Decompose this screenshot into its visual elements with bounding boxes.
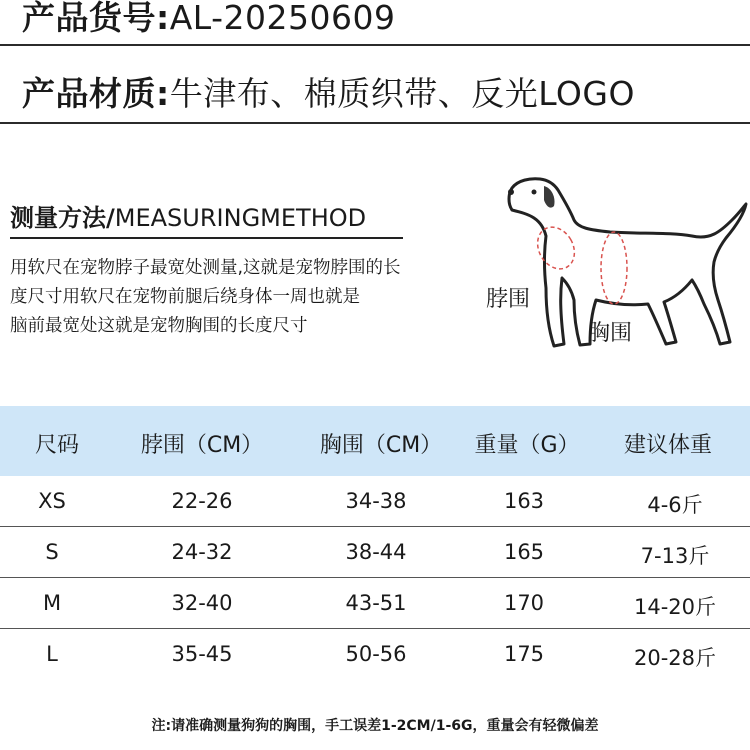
measure-description (10, 254, 460, 341)
dog-nose (508, 189, 514, 195)
header-weight: 重量（G） (474, 433, 580, 458)
footnote: 注:请准确测量狗狗的胸围，手工误差1-2CM/1-6G，重量会有轻微偏差 (151, 718, 599, 734)
material-divider (0, 122, 750, 124)
cell-neck: 32-40 (171, 591, 233, 615)
product-code-value: AL-20250609 (169, 0, 396, 37)
header-chest: 胸围（CM） (319, 433, 443, 458)
measure-description-line: 用软尺在宠物脖子最宽处测量,这就是宠物脖围的长 (10, 258, 401, 278)
product-material (22, 68, 635, 115)
cell-weight: 175 (503, 642, 545, 666)
cell-neck: 35-45 (171, 642, 233, 666)
cell-suggested-weight: 20-28斤 (633, 646, 717, 670)
chest-label: 胸围 (588, 321, 633, 346)
cell-neck: 24-32 (171, 540, 233, 564)
measure-title (10, 198, 366, 233)
neck-label: 脖围 (486, 287, 531, 312)
cell-weight: 163 (503, 489, 545, 513)
cell-suggested-weight: 4-6斤 (647, 493, 703, 517)
header-neck: 脖围（CM） (140, 433, 264, 458)
cell-chest: 34-38 (345, 489, 407, 513)
product-material-label: 产品材质: (22, 74, 170, 113)
cell-suggested-weight: 14-20斤 (633, 595, 717, 619)
measure-title-underline (10, 237, 403, 239)
dog-eye (532, 190, 537, 195)
header-size: 尺码 (34, 433, 80, 458)
cell-size: S (45, 540, 59, 564)
product-code (22, 0, 395, 39)
cell-chest: 50-56 (345, 642, 407, 666)
top-divider (0, 44, 750, 46)
table-row (0, 527, 750, 578)
product-code-label: 产品货号: (22, 0, 170, 37)
cell-weight: 165 (503, 540, 545, 564)
header-suggested-weight: 建议体重 (623, 433, 713, 458)
measure-title-cn: 测量方法/ (10, 204, 115, 232)
size-table-header (0, 406, 750, 476)
cell-chest: 43-51 (345, 591, 407, 615)
measure-description-line: 度尺寸用软尺在宠物前腿后绕身体一周也就是 (10, 287, 360, 307)
product-material-value: 牛津布、棉质织带、反光LOGO (169, 74, 635, 113)
cell-size: XS (38, 489, 66, 513)
table-row (0, 629, 750, 680)
cell-suggested-weight: 7-13斤 (640, 544, 710, 568)
cell-neck: 22-26 (171, 489, 233, 513)
cell-weight: 170 (503, 591, 545, 615)
measure-title-en: MEASURINGMETHOD (114, 204, 367, 232)
cell-chest: 38-44 (345, 540, 407, 564)
cell-size: M (42, 591, 62, 615)
cell-size: L (46, 642, 58, 666)
table-row (0, 476, 750, 527)
measure-description-line: 脑前最宽处这就是宠物胸围的长度尺寸 (10, 316, 308, 336)
table-row (0, 578, 750, 629)
